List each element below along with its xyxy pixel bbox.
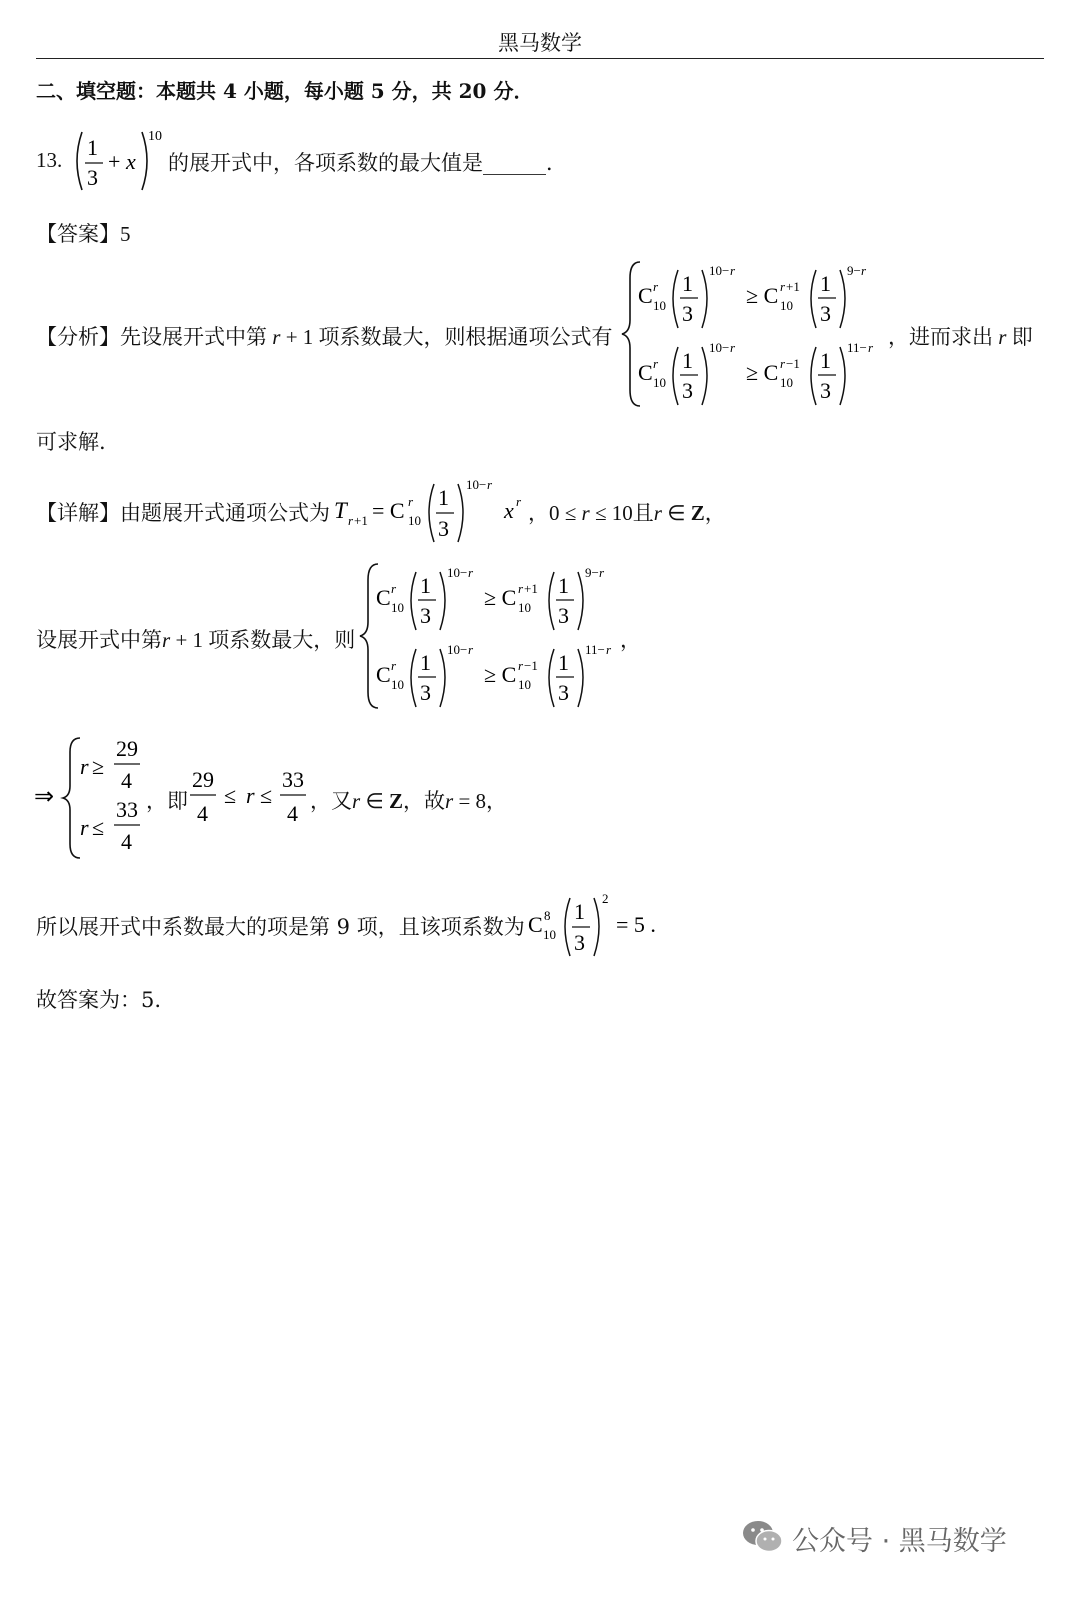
svg-text:1: 1 <box>87 135 98 160</box>
svg-text:3: 3 <box>574 930 585 955</box>
svg-text:T: T <box>334 498 347 523</box>
svg-text:10: 10 <box>653 298 666 313</box>
detail-label: 【详解】 <box>36 501 120 525</box>
svg-text:+: + <box>108 149 121 174</box>
analysis-tail: ，进而求出 r 即 <box>888 325 1033 349</box>
detail-bounds-system <box>34 734 164 862</box>
svg-text:C: C <box>528 912 543 937</box>
svg-text:r: r <box>516 494 522 509</box>
detail-line-4: 所以展开式中系数最大的项是第 9 项，且该项系数为 <box>36 915 525 939</box>
analysis-label: 【分析】 <box>36 325 120 349</box>
svg-text:r: r <box>518 658 524 673</box>
svg-text:−1: −1 <box>786 356 800 371</box>
detail-comma: ， <box>620 628 641 652</box>
svg-text:3: 3 <box>558 603 569 628</box>
svg-text:C: C <box>376 585 391 610</box>
svg-text:= C: = C <box>372 498 405 523</box>
header-rule <box>36 58 1044 59</box>
watermark-text: 公众号 · 黑马数学 <box>792 1526 1007 1557</box>
svg-text:10: 10 <box>543 927 556 942</box>
detail-line-2: 设展开式中第r + 1 项系数最大，则 <box>36 628 356 652</box>
svg-text:r: r <box>468 565 474 580</box>
svg-text:r: r <box>780 356 786 371</box>
answer-label: 【答案】 <box>36 222 120 246</box>
svg-text:r: r <box>653 356 659 371</box>
svg-text:r: r <box>487 477 493 492</box>
svg-text:10: 10 <box>408 513 421 528</box>
svg-text:≥ C: ≥ C <box>746 283 779 308</box>
svg-text:1: 1 <box>420 573 431 598</box>
svg-text:C: C <box>638 283 653 308</box>
svg-text:10: 10 <box>518 600 531 615</box>
svg-text:1: 1 <box>438 485 449 510</box>
svg-text:8: 8 <box>544 908 551 923</box>
svg-text:3: 3 <box>820 301 831 326</box>
detail-final-answer: 故答案为：5. <box>36 988 162 1012</box>
svg-text:r: r <box>861 263 867 278</box>
svg-text:r: r <box>606 642 612 657</box>
svg-text:29: 29 <box>192 767 214 792</box>
svg-text:r: r <box>348 513 354 528</box>
svg-text:10: 10 <box>653 375 666 390</box>
svg-text:10: 10 <box>148 129 162 144</box>
svg-text:r: r <box>246 783 255 808</box>
detail-inequality-system <box>356 560 626 712</box>
detail-line-3a: ，即 <box>146 789 188 813</box>
svg-text:C: C <box>638 360 653 385</box>
svg-text:+1: +1 <box>524 581 538 596</box>
svg-text:+1: +1 <box>786 279 800 294</box>
svg-text:r: r <box>518 581 524 596</box>
question-number: 13. <box>36 148 63 172</box>
analysis-inequality-system <box>618 258 888 410</box>
svg-text:r: r <box>599 565 605 580</box>
svg-text:1: 1 <box>420 650 431 675</box>
svg-text:C: C <box>376 662 391 687</box>
svg-text:10: 10 <box>391 600 404 615</box>
svg-text:1: 1 <box>682 271 693 296</box>
answer-line <box>36 218 131 248</box>
detail-max-coefficient <box>526 888 666 960</box>
svg-text:r: r <box>730 340 736 355</box>
svg-text:1: 1 <box>558 650 569 675</box>
section-title: 二、填空题：本题共 4 小题，每小题 5 分，共 20 分． <box>36 79 534 103</box>
svg-text:r: r <box>391 581 397 596</box>
svg-text:3: 3 <box>420 603 431 628</box>
svg-text:≤: ≤ <box>260 783 273 808</box>
svg-text:≤: ≤ <box>224 783 237 808</box>
svg-text:1: 1 <box>558 573 569 598</box>
detail-line-3b: ，又r ∈ Z，故r = 8， <box>310 789 508 813</box>
wechat-icon <box>740 1516 786 1556</box>
svg-text:2: 2 <box>602 891 609 906</box>
svg-text:≥ C: ≥ C <box>484 662 517 687</box>
svg-text:= 5 .: = 5 . <box>616 912 656 937</box>
svg-text:9−: 9− <box>847 263 861 278</box>
svg-text:≥ C: ≥ C <box>484 585 517 610</box>
svg-text:4: 4 <box>121 768 132 793</box>
page-header-title: 黑马数学 <box>498 31 582 55</box>
svg-text:10: 10 <box>391 677 404 692</box>
svg-text:3: 3 <box>420 680 431 705</box>
svg-text:x: x <box>504 498 514 523</box>
svg-text:10: 10 <box>518 677 531 692</box>
svg-text:33: 33 <box>282 767 304 792</box>
svg-text:3: 3 <box>87 165 98 190</box>
svg-text:r: r <box>653 279 659 294</box>
svg-text:r: r <box>408 494 414 509</box>
svg-text:4: 4 <box>287 801 298 826</box>
svg-text:≤: ≤ <box>92 815 105 840</box>
svg-text:10−: 10− <box>447 565 468 580</box>
answer-value: 5 <box>120 222 131 246</box>
svg-text:r: r <box>468 642 474 657</box>
svg-text:⇒: ⇒ <box>34 784 55 810</box>
svg-text:4: 4 <box>121 829 132 854</box>
svg-text:3: 3 <box>558 680 569 705</box>
svg-text:1: 1 <box>820 271 831 296</box>
svg-text:r: r <box>730 263 736 278</box>
svg-text:r: r <box>80 754 89 779</box>
analysis-continuation: 可求解. <box>36 430 106 454</box>
svg-text:x: x <box>126 149 136 174</box>
svg-text:3: 3 <box>682 301 693 326</box>
question-13-expression <box>70 128 165 194</box>
svg-text:10−: 10− <box>447 642 468 657</box>
svg-text:11−: 11− <box>585 642 605 657</box>
svg-text:11−: 11− <box>847 340 867 355</box>
svg-text:4: 4 <box>197 801 208 826</box>
svg-text:10−: 10− <box>466 477 487 492</box>
svg-text:3: 3 <box>820 378 831 403</box>
svg-text:3: 3 <box>438 516 449 541</box>
svg-text:29: 29 <box>116 736 138 761</box>
svg-text:r: r <box>80 815 89 840</box>
svg-text:r: r <box>780 279 786 294</box>
svg-text:≥ C: ≥ C <box>746 360 779 385</box>
detail-line-1a: 【详解】由题展开式通项公式为 <box>36 501 330 525</box>
question-text: 的展开式中，各项系数的最大值是______． <box>168 151 567 175</box>
svg-text:10−: 10− <box>709 263 730 278</box>
detail-line-1b: ，0 ≤ r ≤ 10且r ∈ Z， <box>528 501 726 525</box>
svg-text:r: r <box>868 340 874 355</box>
svg-text:3: 3 <box>682 378 693 403</box>
svg-text:10: 10 <box>780 298 793 313</box>
svg-text:10−: 10− <box>709 340 730 355</box>
svg-text:1: 1 <box>682 348 693 373</box>
svg-text:−1: −1 <box>524 658 538 673</box>
svg-text:≥: ≥ <box>92 754 105 779</box>
svg-text:+1: +1 <box>354 513 368 528</box>
svg-text:1: 1 <box>820 348 831 373</box>
svg-text:r: r <box>391 658 397 673</box>
analysis-line: 【分析】先设展开式中第 r + 1 项系数最大，则根据通项公式有 <box>36 325 613 349</box>
svg-text:33: 33 <box>116 797 138 822</box>
svg-text:10: 10 <box>780 375 793 390</box>
svg-text:9−: 9− <box>585 565 599 580</box>
detail-range-expression <box>190 765 330 829</box>
svg-text:1: 1 <box>574 899 585 924</box>
